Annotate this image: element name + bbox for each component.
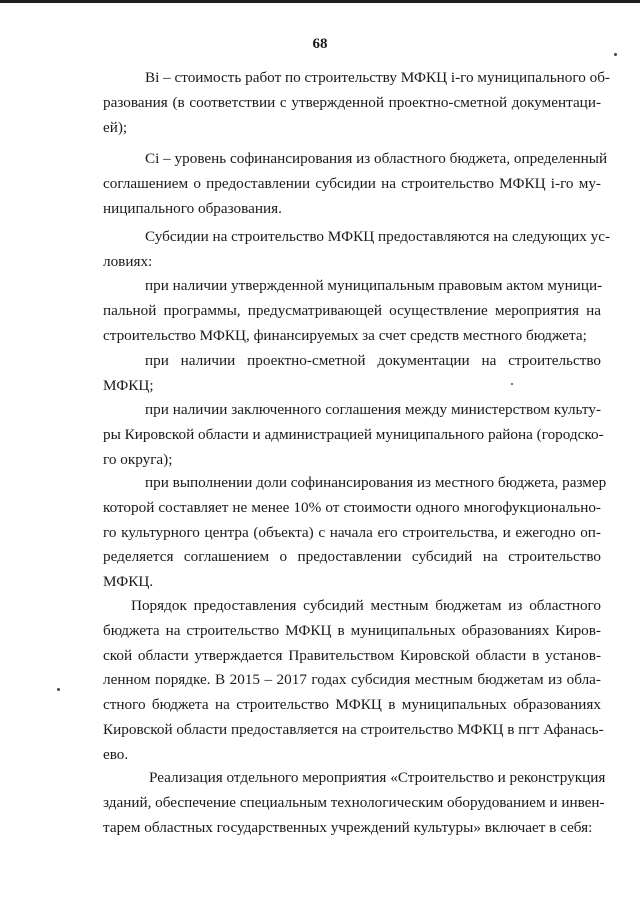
paragraph-ci-definition: [103, 147, 608, 221]
paragraph-bi-definition: [103, 66, 610, 140]
text-line: Реализация отдельного мероприятия «Строительство и реконструкция: [149, 769, 606, 786]
scan-speck: [614, 53, 617, 56]
text-line: строительство МФКЦ, финансируемых за счет средств местного бюджета;: [103, 326, 587, 344]
text-line: пальной программы, предусматривающей осуществление мероприятия на: [103, 301, 601, 319]
paragraph-subsidy-conditions: [103, 225, 611, 275]
condition-agreement: [103, 398, 604, 472]
text-line: МФКЦ;: [103, 376, 154, 394]
text-line: МФКЦ.: [103, 573, 154, 591]
text-line: Кировской области предоставляется на строительство МФКЦ в пгт Афанась-: [103, 720, 604, 738]
text-line: ниципального образования.: [103, 199, 282, 217]
text-line: бюджета на строительство МФКЦ в муниципальных образованиях Киров-: [103, 621, 601, 639]
page-top-border: [0, 0, 640, 3]
condition-design-documentation: [103, 349, 601, 399]
text-line: ево.: [103, 745, 129, 763]
text-line: Ci – уровень софинансирования из областного бюджета, определенный: [145, 150, 608, 167]
text-line: тарем областных государственных учреждений культуры» включает в себя:: [103, 818, 593, 836]
scan-speck: [57, 688, 60, 691]
text-line: ей);: [103, 118, 128, 136]
text-line: стного бюджета на строительство МФКЦ в муниципальных образованиях: [103, 696, 601, 714]
text-line: Порядок предоставления субсидий местным бюджетам из областного: [131, 597, 601, 614]
text-line: ры Кировской области и администрацией муниципального района (городско-: [103, 425, 604, 443]
text-line: ской области утверждается Правительством Кировской области в установ-: [103, 646, 601, 664]
page-number: 68: [312, 36, 328, 52]
text-line: при наличии заключенного соглашения между министерством культу-: [145, 401, 601, 418]
text-line: го культурного центра (объекта) с начала его строительства, и ежегодно оп-: [103, 523, 601, 541]
text-line: разования (в соответствии с утвержденной проектно-сметной документаци-: [103, 93, 601, 111]
text-line: соглашением о предоставлении субсидии на строительство МФКЦ i-го му-: [103, 174, 601, 192]
scan-speck: [511, 383, 513, 385]
condition-municipal-program: [103, 274, 601, 348]
condition-cofinancing-share: [103, 471, 607, 595]
text-line: при наличии проектно-сметной документации на строительство: [145, 352, 601, 369]
text-line: ленном порядке. В 2015 – 2017 годах субсидия местным бюджетам из обла-: [103, 671, 601, 689]
paragraph-subsidy-procedure: [103, 594, 604, 768]
text-line: ловиях:: [103, 252, 153, 270]
text-line: при наличии утвержденной муниципальным правовым актом муници-: [145, 277, 603, 294]
text-line: зданий, обеспечение специальным технологическим оборудованием и инвен-: [103, 793, 605, 811]
text-line: го округа);: [103, 450, 173, 468]
paragraph-separate-measure: [103, 766, 606, 840]
text-line: которой составляет не менее 10% от стоимости одного многофукционально-: [103, 498, 601, 516]
text-line: Субсидии на строительство МФКЦ предоставляются на следующих ус-: [145, 228, 611, 245]
text-line: при выполнении доли софинансирования из местного бюджета, размер: [145, 474, 607, 491]
text-line: ределяется соглашением о предоставлении субсидий на строительство: [103, 548, 601, 566]
text-line: Bi – стоимость работ по строительству МФКЦ i-го муниципального об-: [145, 69, 610, 86]
